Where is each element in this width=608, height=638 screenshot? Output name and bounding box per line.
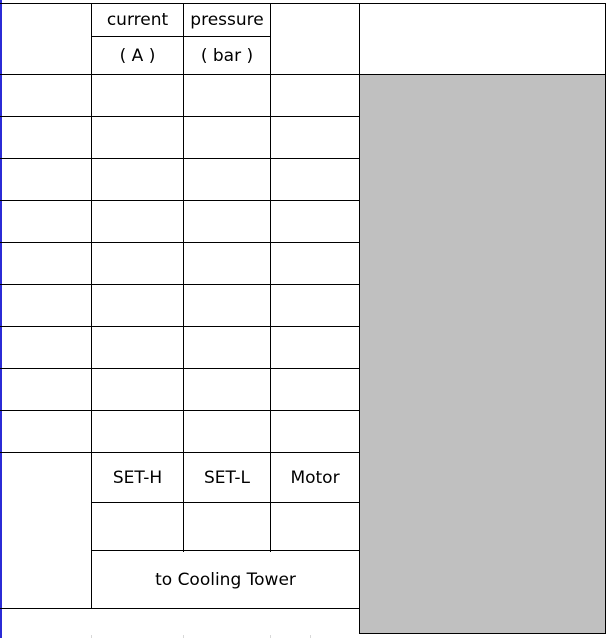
set-l-label: SET-L — [204, 467, 250, 488]
grid-line — [360, 633, 606, 634]
grid-line — [359, 3, 360, 634]
grid-line — [0, 284, 360, 285]
window-left-edge — [0, 0, 2, 638]
grid-line — [0, 74, 606, 75]
grid-line — [605, 3, 606, 634]
grid-line — [0, 242, 360, 243]
current-header: current — [106, 10, 169, 30]
cooling-tower-label: to Cooling Tower — [155, 569, 296, 590]
current-unit: ( A ) — [119, 45, 156, 66]
grid-line — [0, 3, 606, 4]
grid-line — [0, 608, 360, 609]
motor-label: Motor — [290, 467, 340, 488]
grid-line — [0, 158, 360, 159]
grid-line — [91, 3, 92, 609]
grid-line — [91, 502, 360, 503]
grid-line — [0, 116, 360, 117]
grid-line — [0, 200, 360, 201]
grid-line — [0, 410, 360, 411]
pressure-header: pressure — [190, 10, 264, 30]
grid-line — [0, 368, 360, 369]
set-h-label: SET-H — [112, 467, 163, 488]
grid-line — [0, 326, 360, 327]
shaded-area — [360, 75, 605, 634]
pressure-unit: ( bar ) — [200, 45, 254, 66]
